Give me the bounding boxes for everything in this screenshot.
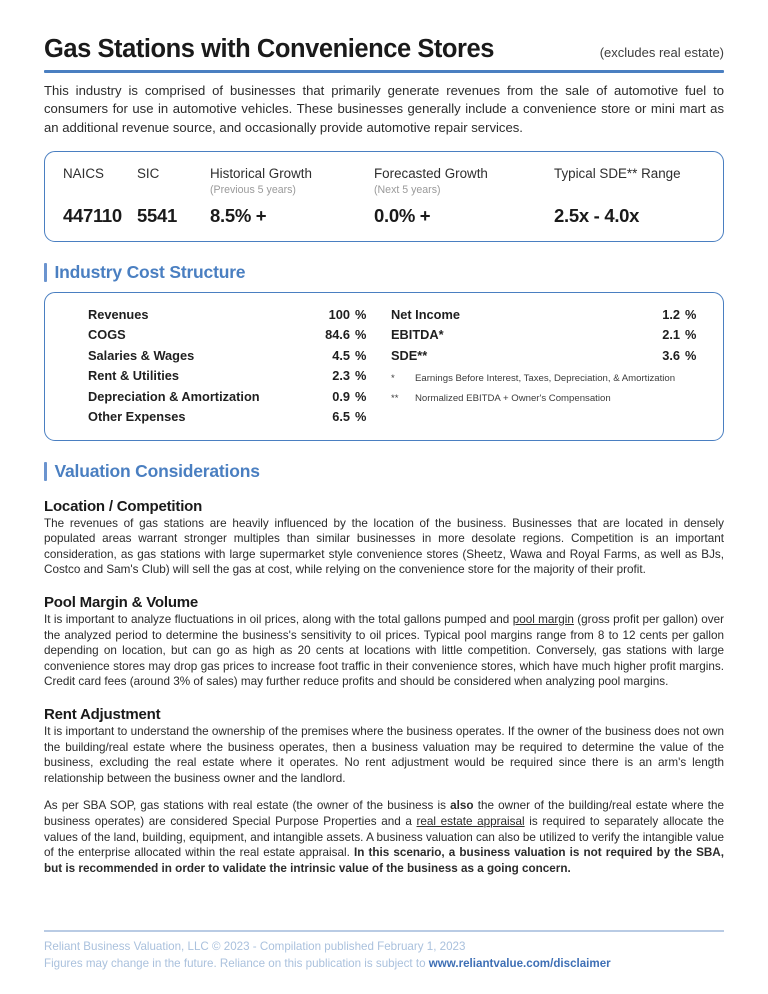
- cost-structure-right-column: [377, 305, 707, 428]
- page-footer: [44, 930, 724, 972]
- paragraph-rent-adjustment: It is important to understand the ownership of the premises where the business operates. If the owner of the business does not own the building/real estate where the business operates, then a business valuation may be required to determine the value of the business, excluding the real estate where it operates. No rent adjustment would be required since there is an arm's length relationship between the business owner and the landlord.: [44, 724, 724, 785]
- cost-row-label: Depreciation & Amortization: [88, 388, 260, 404]
- cost-row: [88, 366, 377, 387]
- cost-row: [88, 346, 377, 367]
- bold-term-also: also: [450, 799, 474, 813]
- cost-row-unit: %: [685, 306, 697, 322]
- footnote-marker: **: [391, 392, 399, 404]
- disclaimer-link[interactable]: www.reliantvalue.com/disclaimer: [428, 956, 611, 970]
- fact-forecasted-growth: [374, 165, 554, 227]
- fact-value: 5541: [137, 204, 177, 226]
- cost-row-unit: %: [355, 388, 367, 404]
- cost-structure-box: [44, 292, 724, 441]
- title-note: (excludes real estate): [599, 45, 724, 60]
- fact-sde-range: [554, 165, 705, 227]
- cost-row: [391, 346, 707, 367]
- cost-structure-left-column: [61, 305, 377, 428]
- cost-row-label: Other Expenses: [88, 409, 186, 425]
- cost-row-value: 2.1: [662, 327, 680, 343]
- fact-naics: [63, 165, 137, 227]
- cost-row: [88, 387, 377, 408]
- cost-row-unit: %: [355, 409, 367, 425]
- fact-value: 8.5% +: [210, 204, 267, 226]
- cost-row-unit: %: [355, 327, 367, 343]
- cost-row-value: 0.9: [332, 388, 350, 404]
- fact-label: Historical Growth: [210, 165, 312, 181]
- fact-value: 0.0% +: [374, 204, 431, 226]
- page-title: Gas Stations with Convenience Stores: [44, 35, 494, 63]
- subsection-title-rent-adjustment: Rent Adjustment: [44, 705, 161, 723]
- intro-paragraph: This industry is comprised of businesses that primarily generate revenues from the sale of automotive fuel to consumers for use in automotive vehicles. These businesses generally include a convenience store or mini mart as an additional revenue source, and occasionally provide automotive repair services.: [44, 82, 724, 135]
- footer-disclaimer-text: Figures may change in the future. Reliance on this publication is subject to: [44, 956, 429, 970]
- section-title: Industry Cost Structure: [54, 261, 246, 282]
- cost-row-unit: %: [355, 306, 367, 322]
- text-run: It is important to analyze fluctuations in oil prices, along with the total gallons pumped and: [44, 613, 513, 627]
- cost-row-value: 3.6: [662, 347, 680, 363]
- fact-label: Forecasted Growth: [374, 165, 488, 181]
- fact-label: Typical SDE** Range: [554, 165, 681, 181]
- underlined-term-pool-margin: pool margin: [512, 613, 574, 627]
- fact-historical-growth: [210, 165, 374, 227]
- paragraph-pool-margin: [44, 612, 724, 690]
- cost-row-unit: %: [355, 368, 367, 384]
- footnote: [391, 393, 707, 406]
- cost-row-label: Rent & Utilities: [88, 368, 180, 384]
- cost-row: [88, 407, 377, 428]
- footer-disclaimer: [44, 956, 724, 973]
- fact-sic: [137, 165, 210, 227]
- footnote-marker: *: [391, 373, 395, 385]
- cost-row-value: 1.2: [662, 306, 680, 322]
- section-accent-bar: [44, 263, 47, 282]
- fact-label: NAICS: [63, 165, 104, 181]
- title-divider: [44, 70, 724, 73]
- fact-sublabel: [137, 183, 210, 197]
- paragraph-sba-sop: [44, 798, 724, 876]
- cost-row: [391, 305, 707, 326]
- footnote: [391, 373, 707, 386]
- fact-value: 447110: [63, 204, 122, 226]
- footer-divider: [44, 930, 724, 932]
- fact-value: 2.5x - 4.0x: [554, 204, 640, 226]
- section-heading-cost-structure: [44, 262, 724, 283]
- cost-row-value: 84.6: [325, 327, 350, 343]
- industry-facts-box: [44, 151, 724, 242]
- subsection-title-location-competition: Location / Competition: [44, 497, 203, 515]
- fact-sublabel: (Next 5 years): [374, 183, 441, 196]
- section-accent-bar: [44, 462, 47, 481]
- cost-row: [391, 325, 707, 346]
- text-run: the owner of the building/real estate where the business operates) are considered Special Purpose Properties and a: [44, 799, 724, 828]
- cost-row: [88, 305, 377, 326]
- cost-row-label: Net Income: [391, 306, 460, 322]
- cost-row-unit: %: [355, 347, 367, 363]
- fact-sublabel: (Previous 5 years): [210, 183, 296, 196]
- fact-sublabel: [554, 183, 705, 197]
- text-run: is required to separately allocate the values of the land, building, equipment, and intangible assets. A business valuation can also be utilized to verify the intangible value of the enterprise allocated within the real estate appraisal.: [44, 814, 724, 860]
- cost-row-label: EBITDA*: [391, 327, 444, 343]
- text-run: As per SBA SOP, gas stations with real estate (the owner of the business is: [44, 799, 451, 813]
- cost-row-label: SDE**: [391, 347, 428, 363]
- bold-conclusion: In this scenario, a business valuation is not required by the SBA, but is recommended in order to validate the intrinsic value of the business as a going concern.: [44, 846, 724, 875]
- paragraph-location-competition: The revenues of gas stations are heavily influenced by the location of the business. Businesses that are located in densely populated areas warrant stronger multiples than similar businesses in more desolate regions. Competition is an important consideration, as gas stations with large supermarket style convenience stores (Sheetz, Wawa and Royal Farms, as well as BJs, Costco and Sam's Club) will sell the gas at cost, while relying on the convenience store for the majority of their profit.: [44, 516, 724, 577]
- cost-row-unit: %: [685, 327, 697, 343]
- cost-row-unit: %: [685, 347, 697, 363]
- cost-row-value: 4.5: [332, 347, 350, 363]
- cost-row: [88, 325, 377, 346]
- footer-copyright: Reliant Business Valuation, LLC © 2023 - Compilation published February 1, 2023: [44, 940, 466, 953]
- footnote-text: Earnings Before Interest, Taxes, Depreciation, & Amortization: [415, 373, 676, 385]
- cost-row-label: Revenues: [88, 306, 149, 322]
- fact-sublabel: [63, 183, 137, 197]
- text-run: (gross profit per gallon) over the analyzed period to determine the business's sensitivity to oil prices. Typical pool margins range from 8 to 12 cents per gallon depending on location, but can go as high as 20 cents at locations with little competition. Conversely, gas stations with large convenience stores may drop gas prices to increase foot traffic in their convenience stores, which have much higher profit margins. Credit card fees (around 3% of sales) may further reduce profits and should be considered when analyzing pool margins.: [44, 613, 725, 689]
- underlined-term-real-estate-appraisal: real estate appraisal: [416, 814, 525, 828]
- fact-label: SIC: [137, 165, 160, 181]
- cost-row-value: 2.3: [332, 368, 350, 384]
- cost-row-value: 6.5: [332, 409, 350, 425]
- cost-row-label: COGS: [88, 327, 126, 343]
- footnote-text: Normalized EBITDA + Owner's Compensation: [415, 392, 611, 404]
- section-heading-valuation: [44, 461, 724, 482]
- cost-row-value: 100: [328, 306, 350, 322]
- cost-row-label: Salaries & Wages: [88, 347, 195, 363]
- section-title: Valuation Considerations: [54, 460, 260, 481]
- title-row: [44, 0, 724, 63]
- subsection-title-pool-margin: Pool Margin & Volume: [44, 594, 199, 612]
